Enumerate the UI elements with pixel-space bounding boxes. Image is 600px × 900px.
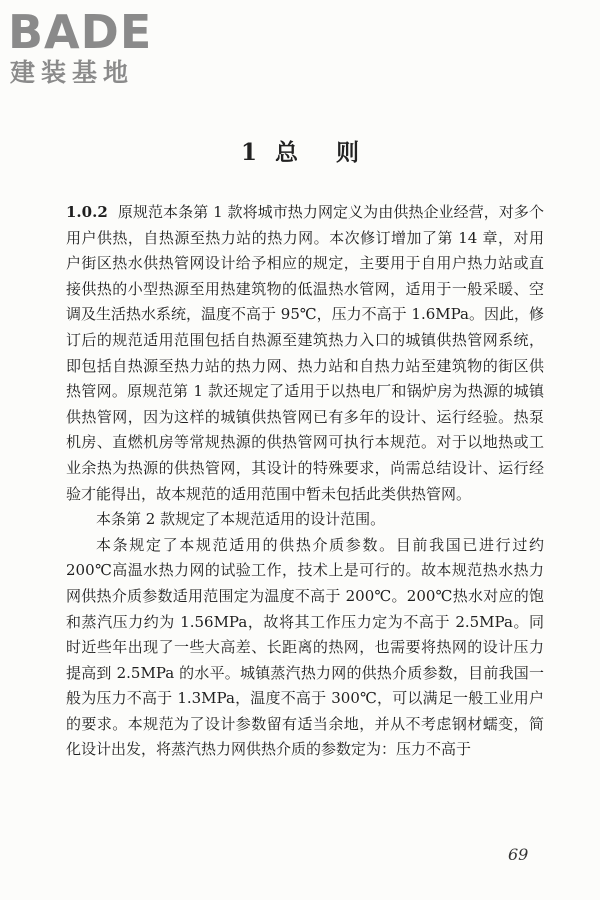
logo: [8, 6, 178, 86]
clause-number: 1.0.2: [66, 203, 108, 221]
paragraph: 本条第 2 款规定了本规范适用的设计范围。: [96, 510, 386, 529]
chapter-title-char-1: 总: [275, 139, 298, 166]
clause-body: [66, 200, 544, 763]
paragraph: 本条规定了本规范适用的供热介质参数。目前我国已进行过约 200℃高温水热力网的试验工作，技术上是可行的。故本规范热水热力网供热介质参数适用范围定为温度不高于 200℃。200℃热水对应的饱和蒸汽压力约为 1.56MPa，故将其工作压力定为不高于 2.5MPa。同时近些年出现了一些大高差、长距离的热网，也需要将热网的设计压力提高到 2.5MPa 的水平。城镇蒸汽热力网的供热介质参数，目前我国一般为压力不高于 1.3MPa，温度不高于 300℃，可以满足一般工业用户的要求。本规范为了设计参数留有适当余地，并从不考虑钢材蠕变，简化设计出发，将蒸汽热力网供热介质的参数定为：压力不高于: [66, 535, 544, 759]
page-number: 69: [508, 845, 529, 864]
chapter-title-char-2: 则: [336, 139, 359, 166]
paragraph: [66, 200, 544, 507]
logo-wordmark: BADE: [8, 5, 153, 59]
chapter-heading: [0, 134, 600, 167]
logo-subtitle: 建装基地: [10, 58, 135, 87]
paragraph-text: 原规范本条第 1 款将城市热力网定义为由供热企业经营，对多个用户供热，自热源至热力站的热力网。本次修订增加了第 14 章，对用户街区热水供热管网设计给予相应的规定，主要用于自用户热力站或直接供热的小型热源至用热建筑物的低温热水管网，适用于一般采暖、空调及生活热水系统，温度不高于 95℃，压力不高于 1.6MPa。因此，修订后的规范适用范围包括自热源至建筑热力入口的城镇供热管网系统，即包括自热源至热力站的热力网、热力站和自热力站至建筑物的街区供热管网。原规范第 1 款还规定了适用于以热电厂和锅炉房为热源的城镇供热管网，因为这样的城镇供热管网已有多年的设计、运行经验。热泵机房、直燃机房等常规热源的供热管网可执行本规范。对于以地热或工业余热为热源的供热管网，其设计的特殊要求，尚需总结设计、运行经验才能得出，故本规范的适用范围中暂未包括此类供热管网。: [66, 203, 544, 503]
chapter-number: 1: [240, 139, 257, 166]
